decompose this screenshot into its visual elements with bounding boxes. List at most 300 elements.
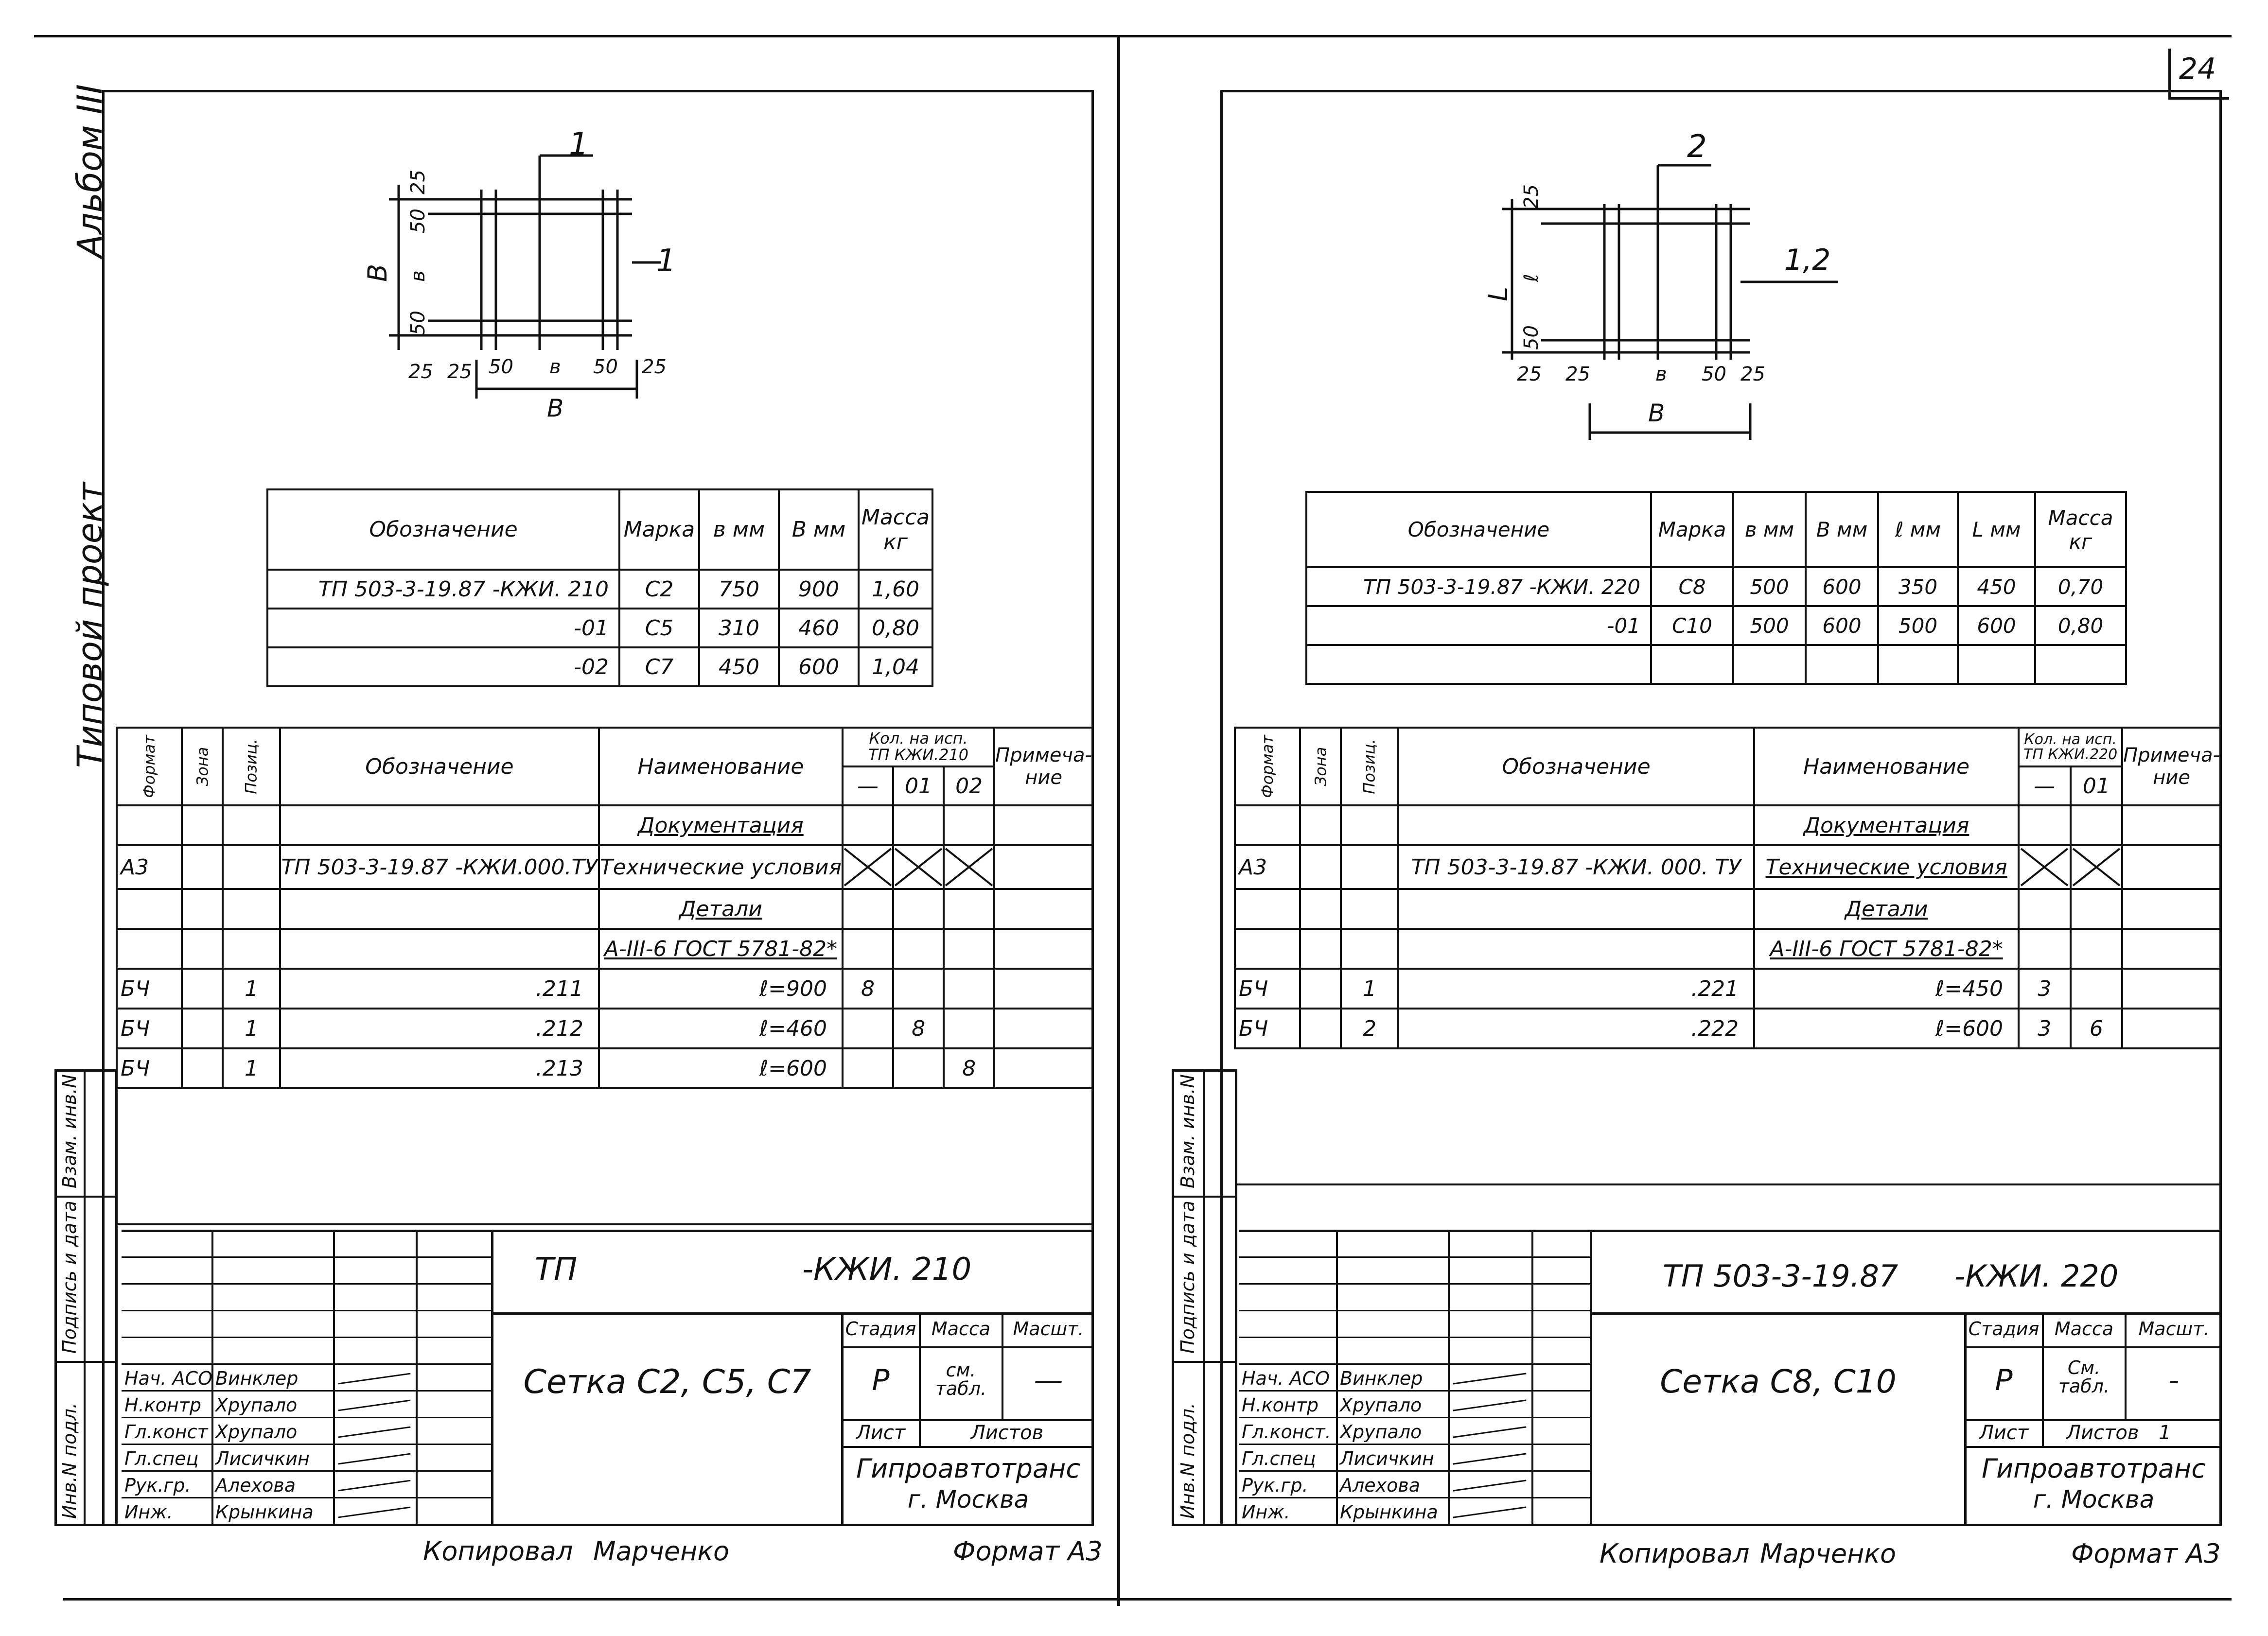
spec-l-cell-pos: 1: [223, 1048, 280, 1088]
r-pos-right-label: 1,2: [1784, 243, 1831, 277]
l-staff-role: Инж.: [124, 1501, 173, 1523]
spec-row: [117, 845, 1093, 889]
dim-v-1: 50: [407, 209, 429, 233]
mt-r1-mass: 0,80: [859, 609, 932, 647]
rmt-h-3: В мм: [1806, 492, 1878, 567]
mt-r2-designation: -02: [267, 647, 619, 686]
rmt-r0-2: 500: [1733, 567, 1806, 606]
rmt-h-1: Марка: [1651, 492, 1733, 567]
rmt-h-4: ℓ мм: [1878, 492, 1958, 567]
l-staff-role: Гл.спец: [124, 1448, 199, 1469]
spec-r-cell-pos: [1341, 889, 1398, 929]
spec-l-cell-q1: [843, 929, 893, 969]
mt-h-B: В мм: [779, 489, 859, 570]
r-dim-v-1: ℓ: [1520, 274, 1543, 282]
spec-l-cell-zone: [182, 889, 223, 929]
mt-r2-mass: 1,04: [859, 647, 932, 686]
spec-r-cell-q2: [2071, 889, 2123, 929]
spec-l-cell-q3: [944, 929, 994, 969]
tb-scale-label: Масшт.: [1013, 1318, 1084, 1340]
r-staff-role: Инж.: [1242, 1501, 1290, 1523]
spec-r-cell-note: [2122, 969, 2221, 1009]
spec-r-cell-format: БЧ: [1235, 969, 1300, 1009]
spec-l-cell-q1: [843, 1009, 893, 1048]
mark-table-right: [1305, 491, 2127, 685]
r-tb-city: г. Москва: [2033, 1485, 2155, 1514]
spec-r-cell-note: [2122, 1009, 2221, 1048]
r-spec-h-zone: Зона: [1311, 747, 1330, 786]
spec-l-cell-name: А-III-6 ГОСТ 5781-82*: [599, 929, 843, 969]
spec-r-cell-note: [2122, 889, 2221, 929]
dim-h-3: в: [549, 356, 561, 378]
rmt-h-0: Обозначение: [1306, 492, 1651, 567]
l-staff-role: Нач. АСО: [124, 1368, 212, 1389]
rmt-r1-0: -01: [1306, 606, 1651, 645]
r-spec-h-q2: 01: [2071, 766, 2123, 805]
r-tb-sheets-label: Листов: [2066, 1422, 2139, 1444]
spec-l-cell-q2: [893, 889, 944, 929]
dim-h-2: 50: [489, 356, 513, 378]
rmt-r2-5: [1958, 645, 2035, 684]
spec-r-cell-q1: 3: [2019, 1009, 2071, 1048]
rmt-r2-3: [1806, 645, 1878, 684]
r-spec-h-designation: Обозначение: [1398, 728, 1754, 805]
rmt-r1-1: С10: [1651, 606, 1733, 645]
format-label: Формат А3: [953, 1536, 1103, 1566]
r-dim-h-3: 50: [1702, 363, 1726, 385]
mt-r2-b: 450: [699, 647, 779, 686]
spec-r-cell-q1: [2019, 805, 2071, 845]
r-staff-role: Нач. АСО: [1242, 1368, 1330, 1389]
r-staff-name: Винклер: [1340, 1368, 1423, 1389]
spec-r-cell-format: [1235, 929, 1300, 969]
spec-l-cell-name: ℓ=460: [599, 1009, 843, 1048]
r-staff-name: Крынкина: [1340, 1501, 1438, 1523]
spec-l-cell-designation: .211: [280, 969, 599, 1009]
spec-row: [1235, 969, 2221, 1009]
rmt-r2-4: [1878, 645, 1958, 684]
spec-r-cell-q1: [2019, 845, 2071, 889]
spec-r-cell-zone: [1300, 969, 1341, 1009]
spec-r-cell-zone: [1300, 805, 1341, 845]
dim-h-5: 25: [642, 356, 667, 378]
tb-sheet-label: Лист: [856, 1422, 906, 1444]
r-spec-h-name: Наименование: [1754, 728, 2019, 805]
top-rule: [34, 35, 2232, 37]
rmt-r0-6: 0,70: [2035, 567, 2126, 606]
spec-l-cell-pos: [223, 929, 280, 969]
tb-mass-label: Масса: [931, 1318, 991, 1340]
spec-l-cell-q1: [843, 1048, 893, 1088]
cross-mark: [2020, 848, 2069, 887]
spec-h-format: Формат: [140, 735, 158, 798]
tb-title: Сетка С2, С5, С7: [523, 1363, 811, 1401]
spec-l-cell-pos: 1: [223, 969, 280, 1009]
rmt-r0-1: С8: [1651, 567, 1733, 606]
r-spec-h-qty: [2019, 728, 2122, 766]
spec-h-q1: —: [843, 766, 893, 805]
spec-r-cell-zone: [1300, 1009, 1341, 1048]
spec-r-cell-zone: [1300, 889, 1341, 929]
rmt-r0-3: 600: [1806, 567, 1878, 606]
spec-r-cell-pos: [1341, 929, 1398, 969]
spec-l-cell-pos: 1: [223, 1009, 280, 1048]
spec-l-cell-name: ℓ=900: [599, 969, 843, 1009]
rmt-r2-6: [2035, 645, 2126, 684]
tb-stage: Р: [872, 1363, 890, 1397]
spec-r-cell-q1: [2019, 929, 2071, 969]
spec-l-cell-note: [994, 969, 1093, 1009]
dim-v-3: 50: [407, 311, 429, 335]
spec-l-cell-name: ℓ=600: [599, 1048, 843, 1088]
dim-h-4: 50: [593, 356, 618, 378]
l-staff-name: Крынкина: [215, 1501, 314, 1523]
spec-l-cell-name: Технические условия: [599, 845, 843, 889]
spec-r-cell-q2: 6: [2071, 1009, 2123, 1048]
spec-l-cell-designation: ТП 503-3-19.87 -КЖИ.000.ТУ: [280, 845, 599, 889]
spec-l-cell-designation: [280, 805, 599, 845]
rmt-r1-5: 600: [1958, 606, 2035, 645]
spec-r-cell-designation: ТП 503-3-19.87 -КЖИ. 000. ТУ: [1398, 845, 1754, 889]
l-staff-name: Хрупало: [215, 1421, 298, 1443]
spec-l-cell-format: [117, 929, 182, 969]
tb-sheets-label: Листов: [970, 1422, 1044, 1444]
pos-top-label: 1: [569, 126, 589, 162]
sheet-divider: [1117, 35, 1120, 1606]
spec-l-cell-name: Детали: [599, 889, 843, 929]
tb-code-left: ТП: [535, 1252, 578, 1288]
bottom-rule: [63, 1598, 2232, 1601]
dim-v-2: в: [407, 270, 429, 282]
spec-table-left: [116, 727, 1094, 1225]
mt-h-b: в мм: [699, 489, 779, 570]
spec-r-cell-zone: [1300, 929, 1341, 969]
spec-r-cell-name: А-III-6 ГОСТ 5781-82*: [1754, 929, 2019, 969]
spec-l-cell-q3: [944, 969, 994, 1009]
rmt-r0-0: ТП 503-3-19.87 -КЖИ. 220: [1306, 567, 1651, 606]
spec-r-cell-designation: [1398, 805, 1754, 845]
spec-h-zone: Зона: [193, 747, 212, 786]
l-staff-name: Лисичкин: [215, 1448, 310, 1469]
strip-signature: Подпись и дата: [59, 1201, 80, 1354]
spec-row: [1235, 805, 2221, 845]
copier-name: Марченко: [593, 1536, 730, 1566]
r-staff-role: Н.контр: [1242, 1394, 1319, 1416]
r-format-label: Формат А3: [2071, 1538, 2221, 1569]
r-staff-name: Хрупало: [1340, 1394, 1422, 1416]
spec-row: [1235, 889, 2221, 929]
spec-l-cell-zone: [182, 929, 223, 969]
mt-h-mark: Марка: [619, 489, 699, 570]
spec-l-cell-q1: [843, 805, 893, 845]
tb-stage-label: Стадия: [845, 1318, 916, 1340]
spec-l-cell-q2: [893, 929, 944, 969]
spec-l-cell-zone: [182, 969, 223, 1009]
spec-row: [117, 889, 1093, 929]
spec-l-cell-q3: [944, 889, 994, 929]
spec-r-cell-q2: [2071, 969, 2123, 1009]
r-strip-replace: Взам. инв.N: [1177, 1074, 1198, 1188]
dim-h-0: 25: [408, 361, 433, 383]
spec-l-cell-q2: [893, 1048, 944, 1088]
r-staff-name: Лисичкин: [1340, 1448, 1434, 1469]
album-label: Альбом III: [70, 84, 110, 258]
spec-l-cell-q1: [843, 889, 893, 929]
spec-l-cell-pos: [223, 889, 280, 929]
r-tb-scale: -: [2168, 1363, 2180, 1397]
l-staff-name: Хрупало: [215, 1394, 298, 1416]
cross-mark: [945, 848, 993, 887]
spec-l-cell-format: [117, 889, 182, 929]
tb-scale: —: [1034, 1363, 1063, 1397]
spec-r-cell-q2: [2071, 805, 2123, 845]
spec-r-cell-format: [1235, 805, 1300, 845]
spec-row: [1235, 929, 2221, 969]
pos-right-label: 1: [656, 243, 676, 279]
rmt-r2-0: [1306, 645, 1651, 684]
spec-r-cell-q2: [2071, 845, 2123, 889]
spec-r-cell-name: ℓ=600: [1754, 1009, 2019, 1048]
spec-l-cell-zone: [182, 845, 223, 889]
spec-l-cell-note: [994, 889, 1093, 929]
spec-h-q2: 01: [893, 766, 944, 805]
spec-row: [117, 1048, 1093, 1088]
spec-l-cell-note: [994, 805, 1093, 845]
r-tb-mass-label: Масса: [2054, 1318, 2114, 1340]
r-tb-stage-label: Стадия: [1968, 1318, 2039, 1340]
spec-l-cell-note: [994, 845, 1093, 889]
r-dim-v-3: L: [1483, 286, 1513, 301]
spec-r-cell-pos: [1341, 805, 1398, 845]
spec-r-cell-pos: [1341, 845, 1398, 889]
r-dim-h-1: 25: [1565, 363, 1590, 385]
spec-r-cell-q1: 3: [2019, 969, 2071, 1009]
cross-mark: [2072, 848, 2121, 887]
r-spec-h-format: Формат: [1258, 735, 1277, 798]
l-staff-name: Винклер: [215, 1368, 299, 1389]
spec-h-qty-title: Кол. на исп.: [869, 729, 968, 748]
spec-r-cell-pos: 2: [1341, 1009, 1398, 1048]
spec-l-cell-note: [994, 1048, 1093, 1088]
r-strip-signature: Подпись и дата: [1177, 1201, 1198, 1354]
r-spec-h-qty-sub: ТП КЖИ.220: [2023, 746, 2118, 763]
rmt-r2-2: [1733, 645, 1806, 684]
spec-l-cell-q2: [893, 805, 944, 845]
spec-r-cell-designation: [1398, 889, 1754, 929]
r-tb-org: Гипроавтотранс: [1981, 1453, 2206, 1484]
r-staff-role: Гл.конст.: [1242, 1421, 1331, 1443]
r-strip-inv: Инв.N подл.: [1177, 1403, 1198, 1519]
spec-row: [117, 969, 1093, 1009]
spec-l-cell-q1: [843, 845, 893, 889]
dim-v-4: В: [362, 263, 393, 282]
l-staff-name: Алехова: [215, 1475, 296, 1496]
spec-l-cell-q2: [893, 969, 944, 1009]
spec-l-cell-q3: [944, 805, 994, 845]
rmt-h-6: Масса кг: [2035, 492, 2126, 567]
mesh-drawing-right: [1478, 131, 1867, 442]
cross-mark: [894, 848, 943, 887]
mt-r2-mark: С7: [619, 647, 699, 686]
r-dim-v-0: 25: [1520, 184, 1543, 209]
spec-h-name: Наименование: [599, 728, 843, 805]
r-copied-label: Копировал: [1600, 1538, 1750, 1569]
spec-l-cell-designation: .212: [280, 1009, 599, 1048]
spec-row: [1235, 845, 2221, 889]
r-staff-role: Гл.спец: [1242, 1448, 1316, 1469]
mt-r1-B: 460: [779, 609, 859, 647]
r-spec-h-q1: —: [2019, 766, 2071, 805]
rmt-r2-1: [1651, 645, 1733, 684]
r-dim-h-2: в: [1655, 363, 1667, 385]
r-tb-title: Сетка С8, С10: [1660, 1363, 1897, 1400]
tb-org: Гипроавтотранс: [856, 1453, 1081, 1484]
spec-r-cell-format: БЧ: [1235, 1009, 1300, 1048]
r-tb-mass: См. табл.: [2058, 1357, 2110, 1397]
mt-r1-b: 310: [699, 609, 779, 647]
r-copier-name: Марченко: [1760, 1538, 1897, 1569]
spec-r-cell-q2: [2071, 929, 2123, 969]
r-staff-role: Рук.гр.: [1242, 1475, 1308, 1496]
spec-l-cell-note: [994, 1009, 1093, 1048]
tb-mass: см. табл.: [935, 1359, 987, 1399]
spec-l-cell-q3: 8: [944, 1048, 994, 1088]
spec-l-cell-designation: .213: [280, 1048, 599, 1088]
spec-l-cell-zone: [182, 1009, 223, 1048]
spec-r-cell-format: [1235, 889, 1300, 929]
rmt-r1-2: 500: [1733, 606, 1806, 645]
r-staff-name: Хрупало: [1340, 1421, 1422, 1443]
copied-label: Копировал: [423, 1536, 573, 1566]
spec-l-cell-format: БЧ: [117, 969, 182, 1009]
spec-l-cell-q1: 8: [843, 969, 893, 1009]
spec-r-cell-designation: .222: [1398, 1009, 1754, 1048]
rmt-r0-5: 450: [1958, 567, 2035, 606]
spec-r-cell-q1: [2019, 889, 2071, 929]
spec-l-cell-zone: [182, 1048, 223, 1088]
mt-r0-designation: ТП 503-3-19.87 -КЖИ. 210: [267, 570, 619, 609]
spec-h-qty-sub: ТП КЖИ.210: [868, 746, 969, 764]
mt-r2-B: 600: [779, 647, 859, 686]
spec-r-cell-note: [2122, 929, 2221, 969]
rmt-r1-4: 500: [1878, 606, 1958, 645]
r-pos-top-label: 2: [1687, 129, 1707, 165]
r-spec-h-qty-title: Кол. на исп.: [2024, 731, 2117, 748]
rmt-r1-6: 0,80: [2035, 606, 2126, 645]
spec-r-cell-note: [2122, 805, 2221, 845]
mt-r0-mass: 1,60: [859, 570, 932, 609]
rmt-h-2: в мм: [1733, 492, 1806, 567]
mt-r1-mark: С5: [619, 609, 699, 647]
spec-row: [117, 1009, 1093, 1048]
r-dim-v-2: 50: [1520, 325, 1543, 350]
spec-r-cell-note: [2122, 845, 2221, 889]
tb-city: г. Москва: [907, 1485, 1029, 1514]
r-tb-code-left: ТП 503-3-19.87: [1663, 1258, 1899, 1294]
spec-l-cell-pos: [223, 845, 280, 889]
spec-r-cell-format: А3: [1235, 845, 1300, 889]
spec-l-cell-name: Документация: [599, 805, 843, 845]
mt-h-mass: Масса кг: [859, 489, 932, 570]
rmt-h-5: L мм: [1958, 492, 2035, 567]
spec-h-qty: [843, 728, 994, 766]
spec-h-q3: 02: [944, 766, 994, 805]
spec-table-right: [1234, 727, 2222, 1185]
spec-l-cell-zone: [182, 805, 223, 845]
spec-r-cell-name: Технические условия: [1754, 845, 2019, 889]
l-staff-role: Н.контр: [124, 1394, 201, 1416]
strip-replace: Взам. инв.N: [59, 1074, 80, 1188]
r-dim-h-0: 25: [1517, 363, 1542, 385]
r-tb-scale-label: Масшт.: [2138, 1318, 2210, 1340]
mt-h-designation: Обозначение: [267, 489, 619, 570]
r-spec-h-note: Примеча-ние: [2122, 728, 2221, 805]
mt-r0-B: 900: [779, 570, 859, 609]
spec-l-cell-q3: [944, 845, 994, 889]
l-staff-role: Гл.конст: [124, 1421, 208, 1443]
spec-l-cell-format: [117, 805, 182, 845]
spec-h-designation: Обозначение: [280, 728, 599, 805]
spec-l-cell-designation: [280, 889, 599, 929]
spec-l-cell-q2: [893, 845, 944, 889]
cross-mark: [844, 848, 892, 887]
spec-r-cell-designation: [1398, 929, 1754, 969]
mark-table-left: [266, 488, 933, 687]
spec-row: [117, 929, 1093, 969]
spec-l-cell-q2: 8: [893, 1009, 944, 1048]
spec-row: [117, 805, 1093, 845]
r-tb-code-right: -КЖИ. 220: [1954, 1258, 2119, 1294]
mt-r0-b: 750: [699, 570, 779, 609]
spec-r-cell-zone: [1300, 845, 1341, 889]
tb-code-right: -КЖИ. 210: [802, 1252, 972, 1288]
r-staff-name: Алехова: [1340, 1475, 1421, 1496]
dim-v-0: 25: [407, 170, 429, 194]
spec-h-note: Примеча-ние: [994, 728, 1093, 805]
spec-l-cell-pos: [223, 805, 280, 845]
r-dim-h-5: В: [1648, 399, 1665, 427]
dim-h-1: 25: [447, 361, 472, 383]
spec-h-pos: Позиц.: [242, 739, 261, 794]
r-tb-sheet-label: Лист: [1979, 1422, 2029, 1444]
spec-r-cell-name: Детали: [1754, 889, 2019, 929]
strip-inv: Инв.N подл.: [59, 1403, 80, 1519]
spec-r-cell-name: ℓ=450: [1754, 969, 2019, 1009]
spec-l-cell-format: А3: [117, 845, 182, 889]
spec-row: [1235, 1009, 2221, 1048]
spec-l-cell-q3: [944, 1009, 994, 1048]
rmt-r0-4: 350: [1878, 567, 1958, 606]
r-tb-stage: Р: [1995, 1363, 2013, 1397]
spec-l-cell-format: БЧ: [117, 1009, 182, 1048]
r-tb-sheets-value: 1: [2159, 1422, 2171, 1444]
spec-r-cell-pos: 1: [1341, 969, 1398, 1009]
project-label: Типовой проект: [70, 482, 110, 768]
r-dim-h-4: 25: [1741, 363, 1765, 385]
mt-r1-designation: -01: [267, 609, 619, 647]
spec-r-cell-designation: .221: [1398, 969, 1754, 1009]
dim-h-6: В: [547, 394, 564, 422]
spec-r-cell-name: Документация: [1754, 805, 2019, 845]
l-staff-role: Рук.гр.: [124, 1475, 191, 1496]
spec-l-cell-designation: [280, 929, 599, 969]
page-number: 24: [2179, 52, 2216, 86]
mt-r0-mark: С2: [619, 570, 699, 609]
r-spec-h-pos: Позиц.: [1360, 739, 1379, 794]
rmt-r1-3: 600: [1806, 606, 1878, 645]
spec-l-cell-note: [994, 929, 1093, 969]
spec-l-cell-format: БЧ: [117, 1048, 182, 1088]
